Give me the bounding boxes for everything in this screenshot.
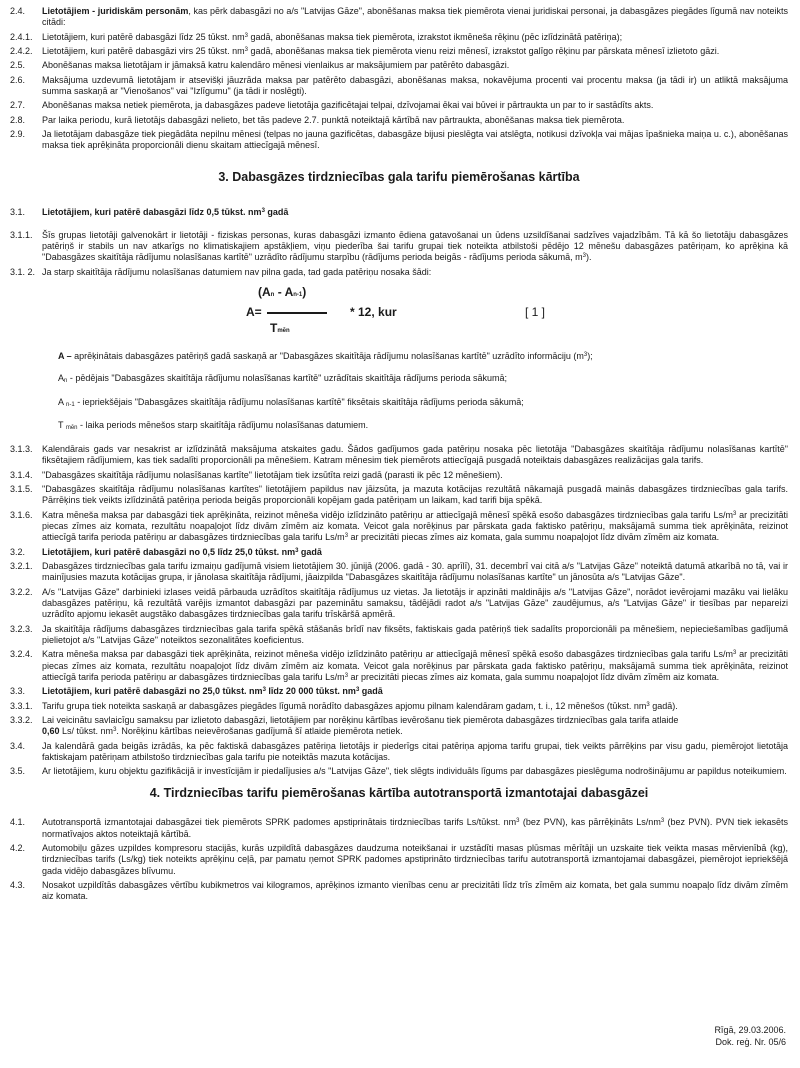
clause-row [10,547,788,558]
legend-item: A – aprēķinātais dabasgāzes patēriņš gadā saskaņā ar "Dabasgāzes skaitītāja rādījumu nolasīšanas kartītē" uzrādīto informāciju $(m^3)$; [58,351,593,361]
footer-reg-number: Dok. reģ. Nr. 05/6 [715,1036,786,1047]
clause-number: 2.7. [10,100,26,111]
formula-close: ) [302,285,307,299]
clause-text: Autotransportā izmantotajai dabasgāzei tiek piemērots SPRK padomes apstiprinātais tirdzniecības tarifs Ls/tūkst. $nm^3$ (bez PVN), kas pārrēķināts $Ls/nm^3$ (bez PVN). PVN tiek iekasēts normatīvajos aktos noteiktajā kārtībā. [42,817,788,839]
legend-item: An - pēdējais "Dabasgāzes skaitītāja rādījumu nolasīšanas kartītē" uzrādītais skaitītāja rādījums perioda sākumā; [58,373,507,385]
clause-row [10,880,788,903]
clause-text: Šīs grupas lietotāji galvenokārt ir lietotāji - fiziskas personas, kuras dabasgāzi izmanto ēdiena gatavošanai un ūdens uzsildīšanai sadzīves vajadzībām. Tā kā šo lietotāju dabasgāzes patēriņš ir stabils un nav atkarīgs no klimatiskajiem apstākļiem, viņu piederība šai tarifu grupai tiek noteikta atbilstoši pēdējo 12 mēnešu dabasgāzes patēriņam, ko aprēķina kā "Dabasgāzes skaitītāja rādījumu nolasīšanas kartītē" uzrādīto rādījumu starpību (rādījums perioda beigās - rādījums perioda sākumā, $m^3$). [42,229,788,263]
clause-number: 3.2.3. [10,623,33,634]
clause-row [10,60,788,71]
clause-number: 3.3.1. [10,700,33,711]
clause-number: 2.6. [10,74,26,85]
document-footer [714,1024,786,1048]
formula-1 [10,281,788,345]
section-3-items [10,444,788,778]
clause-text: Ja skaitītāja rādījums dabasgāzes tirdzniecības gala tarifa spēkā stāšanās brīdī nav fiksēts, faktiskais gada patēriņš tiek sadalīts proporcionāli pa mēnešiem, nepieciešamības gadījumā pielietojot a/s "Latvijas Gāze" noteiktos sezonalitātes koeficientus. [42,623,788,645]
clause-text: Katra mēneša maksa par dabasgāzi tiek aprēķināta, reizinot mēneša vidējo izlīdzināto patēriņu ar attiecīgajā mēnesī spēkā esošo dabasgāzes tirdzniecības gala tarifu $Ls/m^3$ ar precizitāti piecas zīmes aiz komata, rezultātu noapaļojot līdz divām zīmēm aiz komata. Veicot gala norēķinus par pārskata gada faktisko patēriņu, maksājamā summa tiek aprēķināta, reizinot attiecīgā tarifa perioda patēriņu ar dabasgāzes tirdzniecības gala tarifu $Ls/m^3$ ar precizitāti piecas zīmes aiz komata, gala summu noapaļojot līdz divām zīmēm aiz komata. [42,649,788,682]
clause-row [10,75,788,98]
clause-number: 3.5. [10,766,26,777]
section-2-items [10,6,788,152]
clause-row [10,624,788,647]
clause-number: 3.2.4. [10,649,33,660]
spacer [10,222,788,230]
section-3-1-title [10,207,788,218]
clause-row [10,267,788,278]
clause-row [10,207,788,218]
clause-number: 3.1.6. [10,509,33,520]
clause-row [10,715,788,738]
clause-text: Dabasgāzes tirdzniecības gala tarifu izmaiņu gadījumā visiem lietotājiem 30. jūnijā (2006. gadā - 30. aprīlī), 31. decembrī vai citā a/s "Latvijas Gāze" noteiktā datumā atkarībā no tā, vai ir mainījusies mazuta kotācijas grupa, ir jānolasa skaitītāja rādījumi, jāaizpilda "Dabasgāzes skaitītāja rādījumu nolasīšanas kartīte" un jānosūta a/s "Latvijas Gāze". [42,560,788,583]
formula-denominator [270,321,290,336]
clause-text: Lietotājiem, kuri patērē dabasgāzi no 25,0 tūkst. $nm^3$ līdz 20 000 tūkst. $nm^3$ gadā [42,686,383,697]
clause-text: Maksājuma uzdevumā lietotājam ir atsevišķi jāuzrāda maksa par patērēto dabasgāzi, abonēšanas maksa, nokavējuma procenti vai procentu maksa (ja tādi ir) un atliktā maksājuma summa saskaņā ar "Vienošanos" vai "Izlīgumu" (ja tādi ir noslēgti). [42,74,788,96]
clause-text: Tarifu grupa tiek noteikta saskaņā ar dabasgāzes piegādes līgumā norādīto dabasgāzes apjomu pilnam kalendāram gadam, t. i., 12 mēnešos (tūkst. $nm^3$ gadā). [42,700,678,711]
clause-text: Ja lietotājam dabasgāze tiek piegādāta nepilnu mēnesi (telpas no jauna gazificētas, dabasgāze bijusi pieslēgta vai atslēgta, notikusi dzīvokļa vai mājas īpašnieka maiņa u. c.), abonēšanas maksa tiek aprēķināta proporcionāli dienu skaitam attiecīgajā mēnesī. [42,128,788,151]
formula-tag: [ 1 ] [525,305,546,319]
clause-number: 3.4. [10,740,26,751]
clause-number: 3.1.5. [10,483,33,494]
clause-text: Katra mēneša maksa par dabasgāzi tiek aprēķināta, reizinot mēneša vidējo izlīdzināto patēriņu ar attiecīgajā mēnesī spēkā esošo dabasgāzes tirdzniecības gala tarifu $Ls/m^3$ ar precizitāti piecas zīmes aiz komata, rezultātu noapaļojot līdz divām zīmēm aiz komata. Veicot gala norēķinus par pārskata gada faktisko patēriņu, maksājamā summa tiek aprēķināta, reizinot attiecīgā tarifa perioda patēriņu ar dabasgāzes tirdzniecības gala tarifu $Ls/m^3$ ar precizitāti piecas zīmes aiz komata, gala summu noapaļojot līdz divām zīmēm aiz komata. [42,509,788,543]
clause-row [10,701,788,712]
clause-number: 3.2.2. [10,586,33,597]
clause-row [10,470,788,481]
clause-text: "Dabasgāzes skaitītāja rādījumu nolasīšanas kartīte" lietotājam tiek izsūtīta reizi gadā (parasti ik pēc 12 mēnešiem). [42,469,503,480]
clause-row [10,46,788,57]
legend-item: T mēn - laika periods mēnešos starp skaitītāja rādījumu nolasīšanas datumiem. [58,420,369,432]
clause-row [10,444,788,467]
formula-sub-n: n [270,292,275,298]
clause-text: Lai veicinātu savlaicīgu samaksu par izlietoto dabasgāzi, lietotājiem par norēķinu kārtības ievērošanu tiek piemērota dabasgāzes tirdzniecības gala tarifa atlaide 0,60 Ls/ tūkst. $nm^3$. Norēķinu kārtības neievērošanas gadījumā šī atlaide piemērota netiek. [42,714,679,737]
clause-number: 4.1. [10,817,26,828]
clause-text: Ar lietotājiem, kuru objektu gazifikācijā ir investīcijām ir piedalījusies a/s "Latvijas Gāze", tiek slēgts individuāls līgums par dabasgāzes pieslēguma nodrošinājumu ar papildus noteikumiem. [42,766,787,777]
clause-number: 2.5. [10,60,26,71]
clause-text: Abonēšanas maksa netiek piemērota, ja dabasgāzes padeve lietotāja gazificētajai telpai, dzīvojamai ēkai vai būvei ir pārtraukta un par to ir sastādīts akts. [42,100,654,111]
clause-text: Nosakot uzpildītās dabasgāzes vērtību kubikmetros vai kilogramos, aprēķinos izmanto vienības cenu ar precizitāti līdz trīs zīmēm aiz komata, bet gala summu noapaļo līdz divām zīmēm aiz komata. [42,879,788,902]
clause-number: 3.2. [10,546,26,557]
fraction-bar [267,312,327,314]
clause-number: 3.1. [10,207,26,218]
clause-row [10,561,788,584]
clause-row [10,686,788,697]
formula-sub-men: mēn [277,328,290,334]
clause-number: 2.8. [10,114,26,125]
clause-row [10,100,788,111]
section-3-1-1 [10,230,788,264]
clause-row [10,587,788,621]
clause-text: Kalendārais gads var nesakrist ar izlīdzinātā maksājuma atskaites gadu. Šādos gadījumos gada patēriņu nosaka pēc lietotāja "Dabasgāzes skaitītāja rādījumu nolasīšanas kartītē" fiksētajiem rādījumiem, kas tiek sadalīti proporcionāli pa mēnešiem. Katram mēnesim tiek piemērots attiecīgajā pusgadā noteiktais dabasgāzes realizācijas gala tarifs. [42,443,788,466]
clause-text: Lietotājiem, kuri patērē dabasgāzi līdz 25 tūkst. $nm^3$ gadā, abonēšanas maksa tiek piemērota, izrakstot ikmēneša rēķinu (pēc izlīdzinātā patēriņa); [42,31,623,42]
clause-text: Par laika periodu, kurā lietotājs dabasgāzi nelieto, bet tās padeve 2.7. punktā noteiktajā kārtībā nav pārtraukta, abonēšanas maksa tiek piemērota. [42,114,625,125]
clause-number: 3.2.1. [10,560,33,571]
clause-number: 3.3. [10,686,26,697]
clause-text: Lietotājiem, kuri patērē dabasgāzi līdz 0,5 tūkst. $nm^3$ gadā [42,207,289,218]
clause-row [10,510,788,544]
section-4-items [10,817,788,902]
clause-number: 2.4.1. [10,31,33,42]
clause-text: Ja kalendārā gada beigās izrādās, ka pēc faktiskā dabasgāzes patēriņa lietotājs ir piederīgs citai patēriņa apjoma tarifu grupai, tiek veikts pārrēķins par visu gadu, piemērojot lietotāja faktiskajam patēriņam atbilstošo tirdzniecības gala tarifu pie noteiktās mazuta kotācijas. [42,740,788,762]
formula-rest: * 12, kur [350,305,397,319]
clause-row [10,115,788,126]
formula-sub-n1: n-1 [293,292,303,298]
clause-number: 3.1. 2. [10,266,36,277]
clause-row [10,129,788,152]
clause-row [10,230,788,264]
clause-text: Abonēšanas maksa lietotājam ir jāmaksā katru kalendāro mēnesi vienlaikus ar maksājumiem par patērēto dabasgāzi. [42,60,510,71]
clause-number: 2.4.2. [10,45,33,56]
clause-text: Lietotājiem, kuri patērē dabasgāzi no 0,5 līdz 25,0 tūkst. $nm^3$ gadā [42,546,322,557]
clause-number: 3.1.1. [10,229,33,240]
formula-minus-a: - A [277,285,294,299]
section-4-heading: 4. Tirdzniecības tarifu piemērošanas kārtība autotransportā izmantotajai dabasgāzei [149,785,649,800]
clause-text: Lietotājiem, kuri patērē dabasgāzi virs 25 tūkst. $nm^3$ gadā, abonēšanas maksa tiek piemērota vienu reizi mēnesī, izrakstot galīgo rēķinu par pārskata mēnesī izlietoto gāzi. [42,45,720,56]
clause-text: Ja starp skaitītāja rādījumu nolasīšanas datumiem nav pilna gada, tad gada patēriņu nosaka šādi: [42,266,432,277]
formula-a-open: (A [258,285,271,299]
clause-text: Automobiļu gāzes uzpildes kompresoru stacijās, kurās uzpildītā dabasgāzes daudzuma noteikšanai ir uzstādīti masas plūsmas mērītāji un uzskaite tiek veikta masas mērvienībā (kg), tirdzniecības tarifs (Ls/kg) tiek noteikts aprēķinu ceļā, par pamatu ņemot SPRK padomes apstiprināto tirdzniecības tarifu autotransportā izmantojamai dabasgāzei, piemērojot iepriekšējā gada vidējo dabasgāzes blīvumu. [42,842,788,876]
clause-text: Lietotājiem - juridiskām personām, kas pērk dabasgāzi no a/s "Latvijas Gāze", abonēšanas maksa tiek piemērota vienai juridiskai personai, ja dabasgāzes piegādes līgumā nav noteikts citādi: [42,6,789,28]
clause-number: 2.9. [10,128,26,139]
clause-row [10,766,788,777]
clause-text: "Dabasgāzes skaitītāja rādījumu nolasīšanas kartītes" lietotājiem papildus nav jāizsūta, ja mazuta kotācijas rezultātā nākamajā pusgadā mainās dabasgāzes tirdzniecības gala tarifs. Pārrēķins tiek veikts izlīdzinātā patēriņa perioda beigās proporcionāli kopējam gada patēriņam un laikam, kad tarifi bija spēkā. [42,483,788,506]
formula-t: T [270,321,278,335]
clause-row [10,649,788,683]
footer-place-date: Rīgā, 29.03.2006. [714,1024,786,1035]
clause-number: 4.2. [10,842,26,853]
formula-legend [10,351,788,433]
legend-item: A n-1 - iepriekšējais "Dabasgāzes skaitītāja rādījumu nolasīšanas kartītē" fiksētais skaitītāja rādījums perioda sākumā; [58,396,524,408]
section-3-1-2 [10,267,788,278]
clause-number: 3.1.4. [10,469,33,480]
clause-row [10,484,788,507]
formula-numerator [258,285,306,300]
clause-row [10,32,788,43]
clause-row [10,741,788,764]
clause-number: 4.3. [10,879,26,890]
clause-row [10,6,788,29]
clause-number: 3.1.3. [10,443,33,454]
formula-lhs: A= [246,305,262,319]
clause-row [10,817,788,840]
clause-number: 2.4. [10,6,26,16]
section-3-heading: 3. Dabasgāzes tirdzniecības gala tarifu piemērošanas kārtība [218,169,580,184]
clause-number: 3.3.2. [10,714,33,725]
clause-row [10,843,788,877]
clause-text: A/s "Latvijas Gāze" darbinieki izlases veidā pārbauda uzrādītos skaitītāja rādījumus uz vietas. Ja lietotājs ir apzināti maldinājis a/s "Latvijas Gāze", norādot ievērojami mazāku vai lielāku dabasgāzes patēriņu, kā rezultātā varējis izmantot dabasgāzi par pazeminātu samaksu, tādējādi radot a/s "Latvijas Gāze" zaudējumus, a/s "Latvijas Gāze" ir tiesības par nepareizi uzrādīto apjomu iekasēt augstāko dabasgāzes tirdzniecības gala tarifu trīskāršā apmērā. [42,586,788,620]
